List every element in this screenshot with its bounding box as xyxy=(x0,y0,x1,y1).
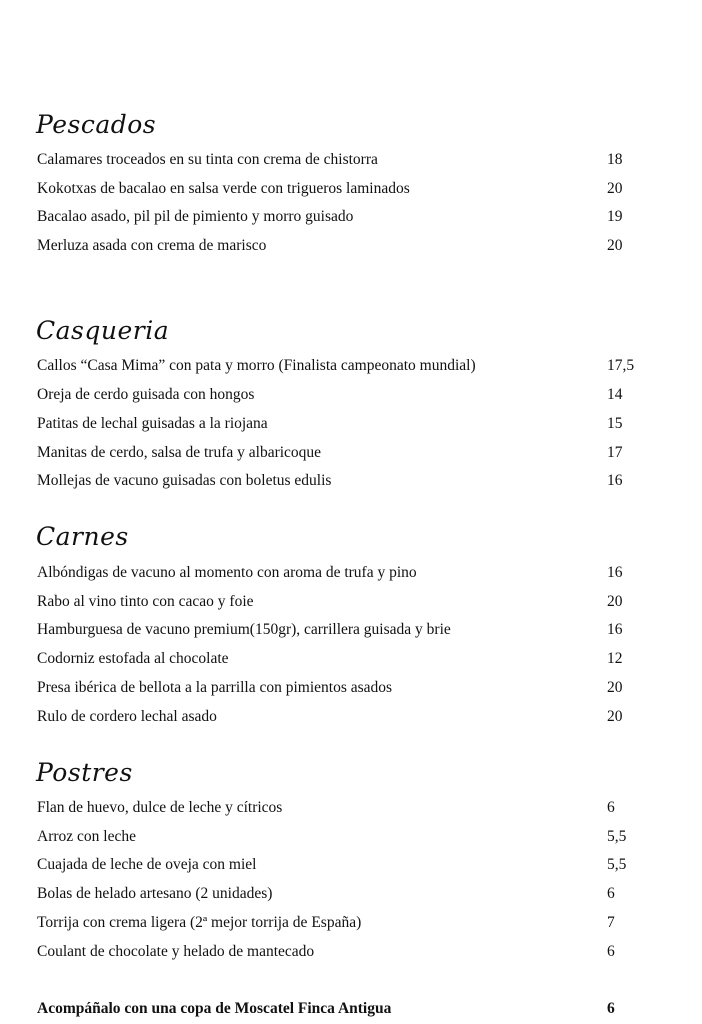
dish-price: 7 xyxy=(607,914,615,931)
menu-item xyxy=(37,178,657,200)
dish-name: Torrija con crema ligera (2ª mejor torrija de España) xyxy=(37,914,362,931)
dish-name: Merluza asada con crema de marisco xyxy=(37,237,267,254)
menu-item xyxy=(37,883,657,905)
menu-item xyxy=(37,941,657,963)
dish-price: 20 xyxy=(607,708,623,725)
dish-name: Cuajada de leche de oveja con miel xyxy=(37,856,257,873)
dish-price: 6 xyxy=(607,943,615,960)
menu-item xyxy=(37,442,657,464)
menu-item xyxy=(37,591,657,613)
dish-name: Bacalao asado, pil pil de pimiento y morro guisado xyxy=(37,208,354,225)
dish-price: 20 xyxy=(607,237,623,254)
dish-name: Mollejas de vacuno guisadas con boletus edulis xyxy=(37,472,332,489)
dish-name: Calamares troceados en su tinta con crema de chistorra xyxy=(37,151,378,168)
dish-name: Presa ibérica de bellota a la parrilla con pimientos asados xyxy=(37,679,393,696)
menu-item xyxy=(37,384,657,406)
dish-price: 17,5 xyxy=(607,357,635,374)
dish-name: Codorniz estofada al chocolate xyxy=(37,650,229,667)
dish-name: Callos “Casa Mima” con pata y morro (Finalista campeonato mundial) xyxy=(37,357,476,374)
dish-price: 16 xyxy=(607,472,623,489)
dish-price: 16 xyxy=(607,621,623,638)
menu-item xyxy=(37,619,657,641)
dish-price: 5,5 xyxy=(607,856,627,873)
menu-item xyxy=(37,854,657,876)
section-title-postres: Postres xyxy=(36,758,133,787)
menu-item xyxy=(37,706,657,728)
menu-item xyxy=(37,206,657,228)
dish-name: Coulant de chocolate y helado de mantecado xyxy=(37,943,315,960)
dish-price: 17 xyxy=(607,444,623,461)
section-title-casqueria: Casqueria xyxy=(36,316,170,345)
dish-price: 20 xyxy=(607,679,623,696)
dish-price: 20 xyxy=(607,593,623,610)
dish-price: 15 xyxy=(607,415,623,432)
menu-item xyxy=(37,355,657,377)
dish-name: Arroz con leche xyxy=(37,828,136,845)
dish-price: 5,5 xyxy=(607,828,627,845)
section-title-carnes: Carnes xyxy=(36,522,129,551)
dish-price: 19 xyxy=(607,208,623,225)
dish-name: Bolas de helado artesano (2 unidades) xyxy=(37,885,273,902)
dish-price: 16 xyxy=(607,564,623,581)
dish-price: 6 xyxy=(607,885,615,902)
menu-item xyxy=(37,826,657,848)
dish-price: 6 xyxy=(607,799,615,816)
dish-price: 12 xyxy=(607,650,623,667)
dish-name: Patitas de lechal guisadas a la riojana xyxy=(37,415,268,432)
dish-price: 14 xyxy=(607,386,623,403)
wine-pairing-note xyxy=(37,998,657,1020)
menu-item xyxy=(37,562,657,584)
menu-item xyxy=(37,677,657,699)
dish-name: Oreja de cerdo guisada con hongos xyxy=(37,386,255,403)
pairing-text: Acompáñalo con una copa de Moscatel Finca Antigua xyxy=(37,1000,392,1017)
section-title-pescados: Pescados xyxy=(36,110,157,139)
dish-price: 18 xyxy=(607,151,623,168)
dish-name: Hamburguesa de vacuno premium(150gr), carrillera guisada y brie xyxy=(37,621,451,638)
dish-price: 20 xyxy=(607,180,623,197)
dish-name: Rabo al vino tinto con cacao y foie xyxy=(37,593,254,610)
dish-name: Manitas de cerdo, salsa de trufa y albaricoque xyxy=(37,444,322,461)
menu-item xyxy=(37,912,657,934)
menu-item xyxy=(37,149,657,171)
pairing-price: 6 xyxy=(607,1000,615,1017)
dish-name: Flan de huevo, dulce de leche y cítricos xyxy=(37,799,283,816)
dish-name: Kokotxas de bacalao en salsa verde con trigueros laminados xyxy=(37,180,410,197)
menu-item xyxy=(37,413,657,435)
menu-item xyxy=(37,648,657,670)
dish-name: Rulo de cordero lechal asado xyxy=(37,708,217,725)
menu-item xyxy=(37,235,657,257)
menu-item xyxy=(37,470,657,492)
menu-item xyxy=(37,797,657,819)
dish-name: Albóndigas de vacuno al momento con aroma de trufa y pino xyxy=(37,564,417,581)
